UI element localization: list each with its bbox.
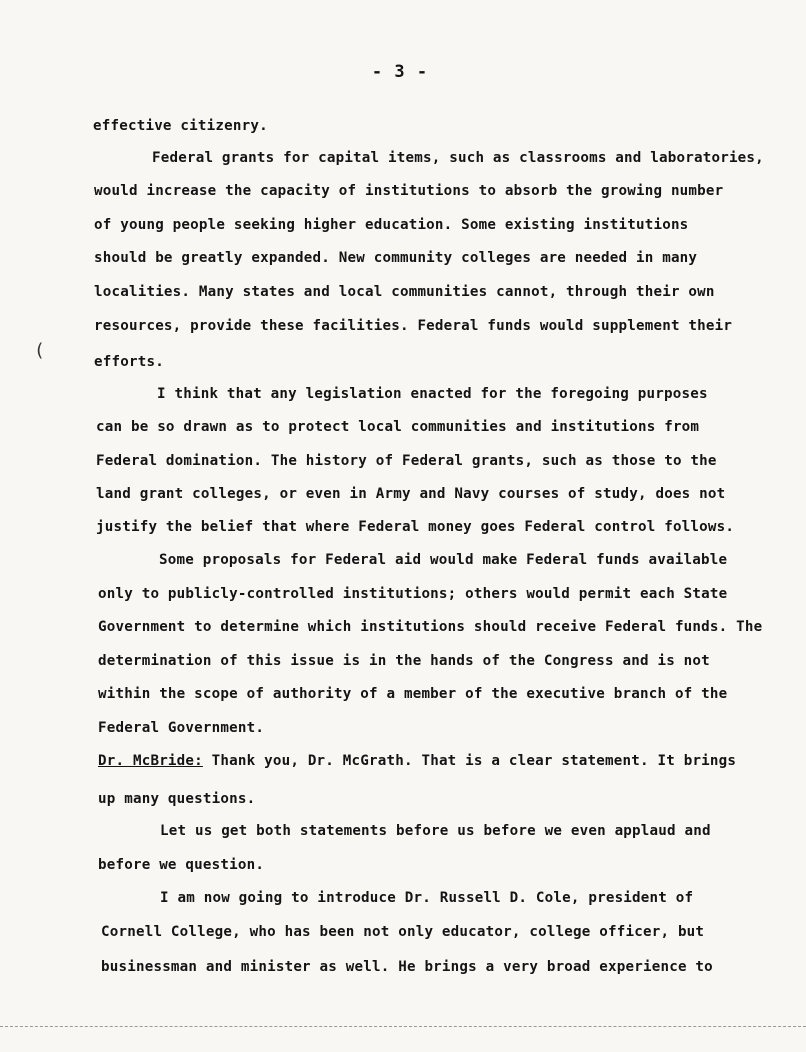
speaker-line (98, 753, 736, 769)
text-line: would increase the capacity of institutions to absorb the growing number (94, 183, 724, 199)
text-line: Let us get both statements before us before we even applaud and (160, 823, 711, 839)
text-line: can be so drawn as to protect local communities and institutions from (96, 419, 700, 435)
speaker-label: Dr. McBride: (98, 753, 203, 769)
text-line: Cornell College, who has been not only educator, college officer, but (101, 924, 705, 940)
text-line: Federal Government. (98, 720, 265, 736)
text-line: only to publicly-controlled institutions; others would permit each State (98, 586, 728, 602)
text-line: within the scope of authority of a member of the executive branch of the (98, 686, 728, 702)
text-line: Federal domination. The history of Federal grants, such as those to the (96, 453, 717, 469)
text-line: of young people seeking higher education. Some existing institutions (94, 217, 689, 233)
bottom-edge-rule (0, 1026, 806, 1027)
text-line: before we question. (98, 857, 265, 873)
text-line: Government to determine which institutions should receive Federal funds. The (98, 619, 763, 635)
text-line: Federal grants for capital items, such as classrooms and laboratories, (152, 150, 764, 166)
text-line: determination of this issue is in the hands of the Congress and is not (98, 653, 710, 669)
text-line: businessman and minister as well. He brings a very broad experience to (101, 959, 713, 975)
margin-mark: ( (34, 340, 45, 361)
text-line: localities. Many states and local communities cannot, through their own (94, 284, 715, 300)
text-line: justify the belief that where Federal money goes Federal control follows. (96, 519, 735, 535)
text-line: should be greatly expanded. New community colleges are needed in many (94, 250, 698, 266)
text-line: efforts. (94, 354, 164, 370)
page-number: - 3 - (371, 62, 429, 82)
text-line: I think that any legislation enacted for the foregoing purposes (157, 386, 708, 402)
text-line: effective citizenry. (93, 118, 268, 134)
text-line: I am now going to introduce Dr. Russell D. Cole, president of (160, 890, 694, 906)
speaker-text: Thank you, Dr. McGrath. That is a clear statement. It brings (211, 753, 737, 769)
text-line: resources, provide these facilities. Federal funds would supplement their (94, 318, 733, 334)
text-line: up many questions. (98, 791, 256, 807)
text-line: Some proposals for Federal aid would make Federal funds available (159, 552, 728, 568)
text-line: land grant colleges, or even in Army and Navy courses of study, does not (96, 486, 726, 502)
